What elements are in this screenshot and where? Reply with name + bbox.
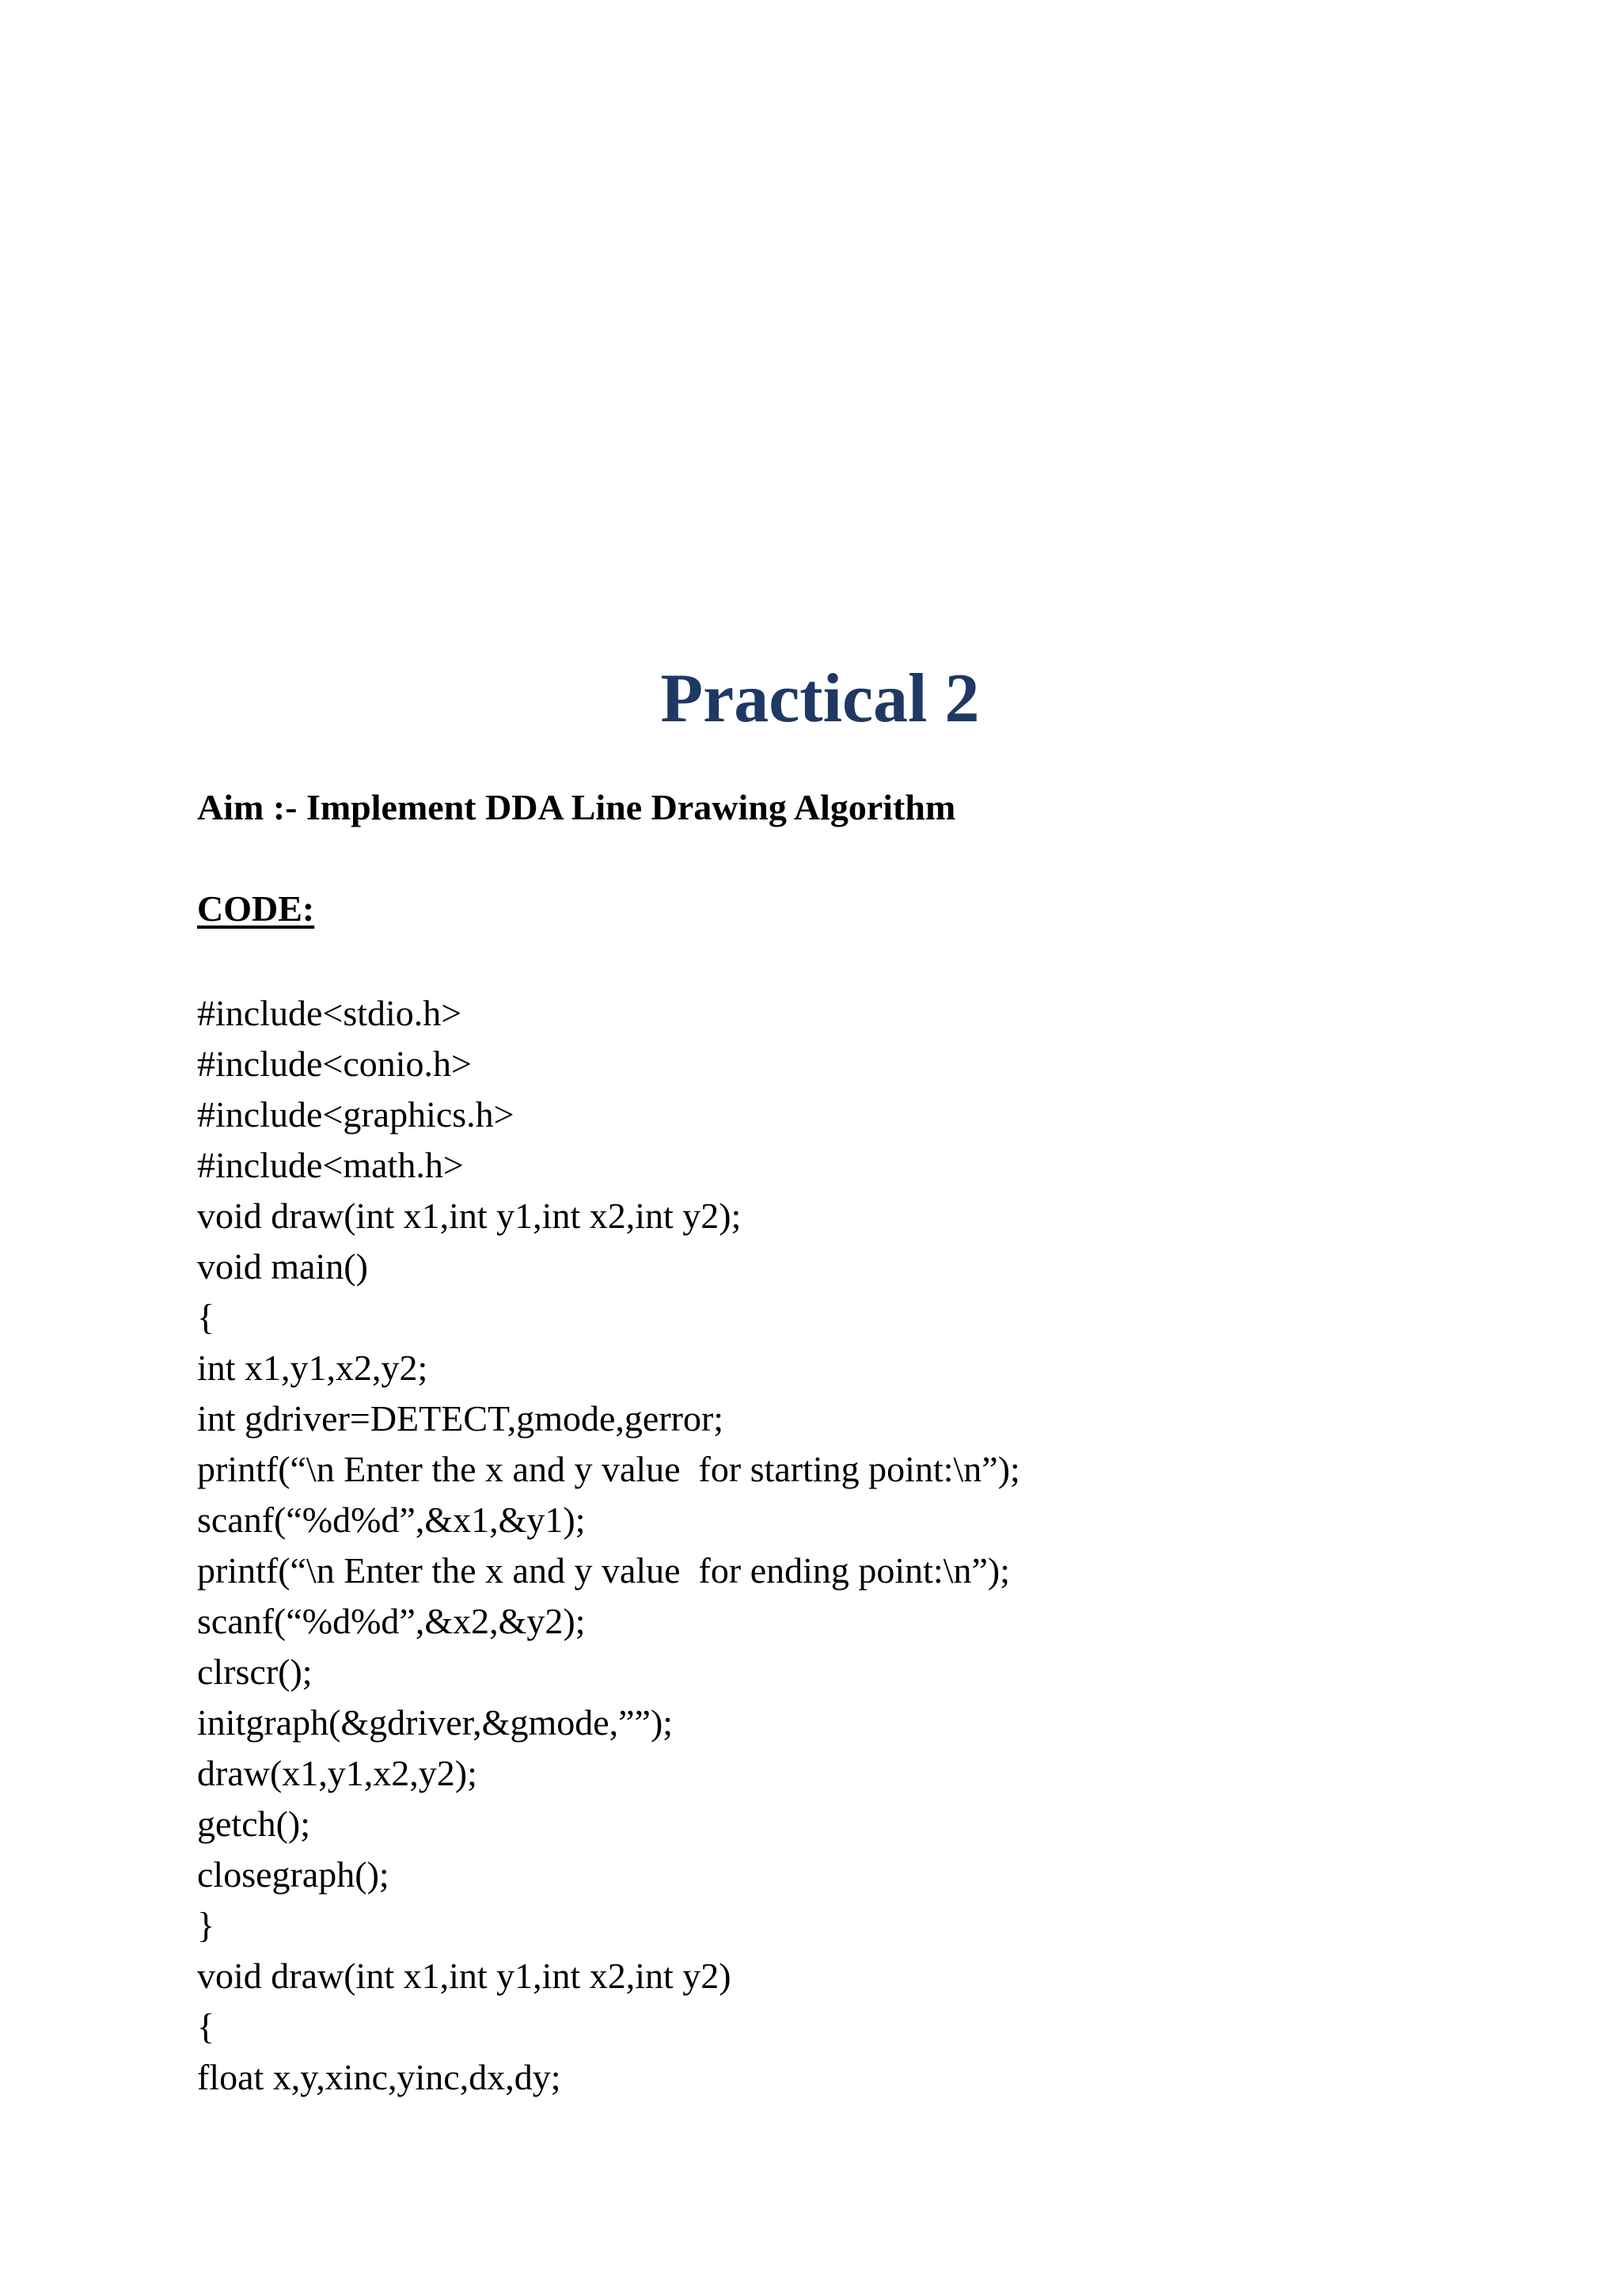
code-line: #include<stdio.h> bbox=[197, 993, 462, 1033]
aim-statement: Aim :- Implement DDA Line Drawing Algorithm bbox=[197, 787, 956, 827]
code-line: } bbox=[197, 1905, 215, 1945]
code-heading: CODE: bbox=[197, 888, 315, 929]
code-block bbox=[197, 988, 1020, 2103]
code-line: scanf(“%d%d”,&x1,&y1); bbox=[197, 1500, 586, 1540]
code-line: draw(x1,y1,x2,y2); bbox=[197, 1753, 477, 1793]
code-line: #include<math.h> bbox=[197, 1145, 464, 1185]
code-line: { bbox=[197, 1297, 215, 1337]
code-line: float x,y,xinc,yinc,dx,dy; bbox=[197, 2057, 561, 2097]
code-line: closegraph(); bbox=[197, 1854, 389, 1895]
code-line: getch(); bbox=[197, 1804, 311, 1844]
code-line: clrscr(); bbox=[197, 1652, 313, 1692]
code-line: int gdriver=DETECT,gmode,gerror; bbox=[197, 1398, 724, 1439]
page-title: Practical 2 bbox=[660, 660, 980, 737]
code-line: void draw(int x1,int y1,int x2,int y2) bbox=[197, 1956, 731, 1996]
code-line: #include<graphics.h> bbox=[197, 1094, 514, 1135]
code-line: int x1,y1,x2,y2; bbox=[197, 1348, 428, 1388]
code-line: printf(“\n Enter the x and y value for ending point:\n”); bbox=[197, 1550, 1011, 1591]
code-line: void main() bbox=[197, 1246, 368, 1287]
code-line: { bbox=[197, 2006, 215, 2047]
code-line: #include<conio.h> bbox=[197, 1043, 472, 1084]
code-line: initgraph(&gdriver,&gmode,””); bbox=[197, 1702, 674, 1743]
code-line: void draw(int x1,int y1,int x2,int y2); bbox=[197, 1196, 742, 1236]
code-line: scanf(“%d%d”,&x2,&y2); bbox=[197, 1601, 586, 1641]
code-line: printf(“\n Enter the x and y value for starting point:\n”); bbox=[197, 1449, 1020, 1489]
